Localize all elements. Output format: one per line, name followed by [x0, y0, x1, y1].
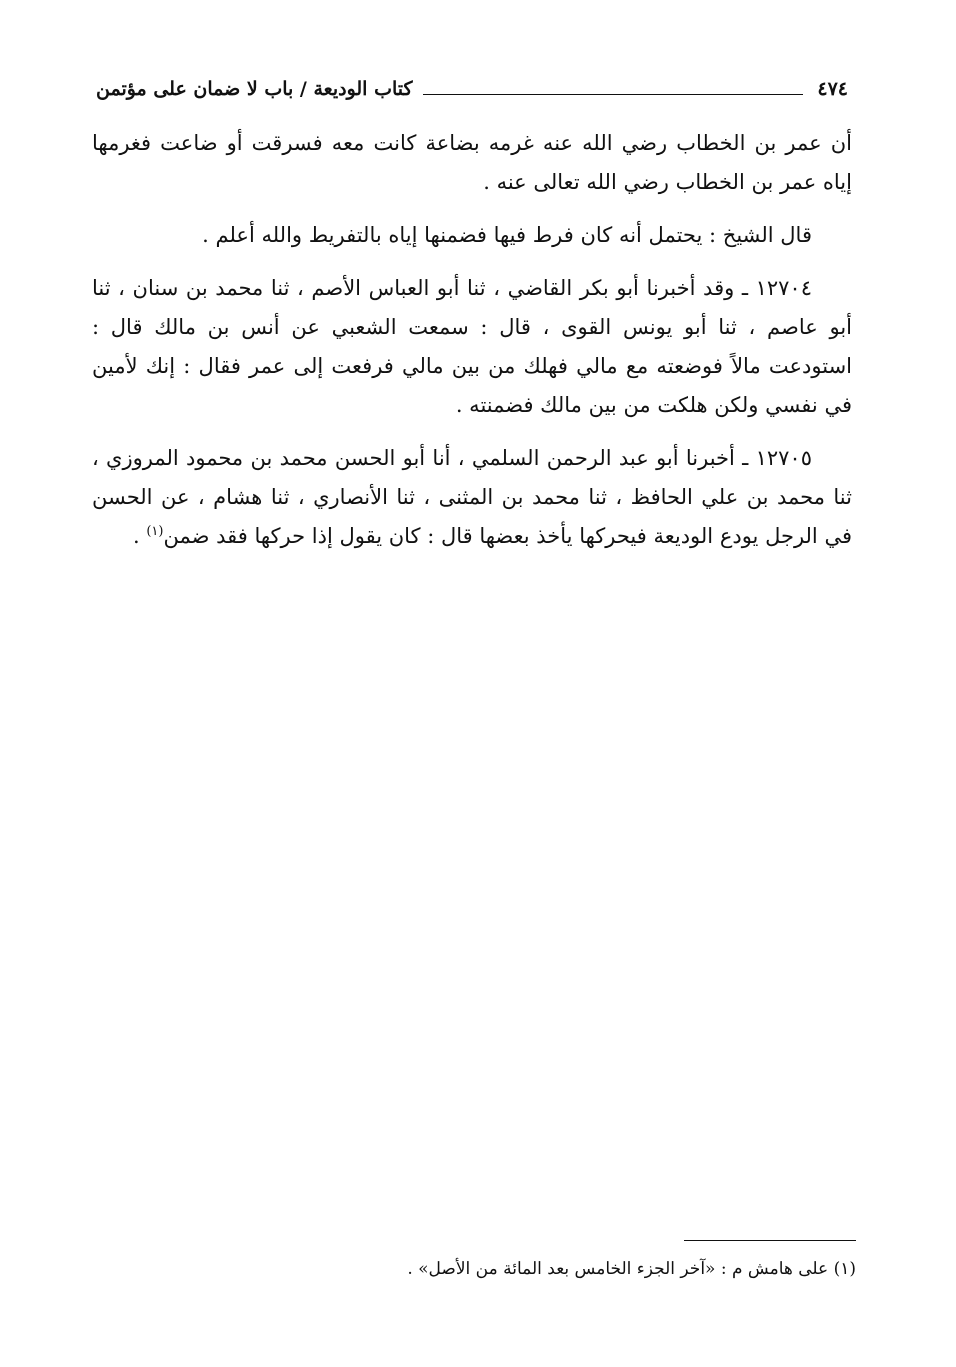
paragraph-trailing: . [132, 524, 147, 548]
paragraph-text: أن عمر بن الخطاب رضي الله عنه غرمه بضاعة كانت معه فسرقت أو ضاعت فغرمها إياه عمر بن الخطاب رضي الله تعالى عنه . [92, 131, 852, 194]
paragraph-1 [92, 124, 852, 202]
footnote [96, 1255, 856, 1283]
paragraph-2 [92, 216, 852, 255]
running-title: كتاب الوديعة / باب لا ضمان على مؤتمن [96, 78, 413, 100]
footnote-text: (١) على هامش م : «آخر الجزء الخامس بعد المائة من الأصل» . [407, 1259, 856, 1279]
main-text [92, 124, 852, 570]
footnote-divider [684, 1240, 856, 1241]
paragraph-hadith-12705 [92, 439, 852, 556]
header-rule [423, 94, 804, 95]
paragraph-text: ١٢٧٠٥ ـ أخبرنا أبو عبد الرحمن السلمي ، أنا أبو الحسن محمد بن محمود المروزي ، ثنا محمد بن علي الحافظ ، ثنا محمد بن المثنى ، ثنا الأنصاري ، ثنا هشام ، عن الحسن في الرجل يودع الوديعة فيحركها يأخذ بعضها قال : كان يقول إذا حركها فقد ضمن [92, 446, 852, 548]
page-number: ٤٧٤ [817, 78, 848, 100]
paragraph-text: ١٢٧٠٤ ـ وقد أخبرنا أبو بكر القاضي ، ثنا أبو العباس الأصم ، ثنا محمد بن سنان ، ثنا أبو عاصم ، ثنا أبو يونس القوى ، قال : سمعت الشعبي عن أنس بن مالك قال : استودعت مالاً فوضعته مع مالي فهلك من بين مالي فرفعت إلى عمر فقال : إنك لأمين في نفسي ولكن هلكت من بين مالك فضمنته . [92, 276, 852, 417]
paragraph-text: قال الشيخ : يحتمل أنه كان فرط فيها فضمنها إياه بالتفريط والله أعلم . [202, 223, 812, 247]
page-header [96, 72, 848, 106]
footnote-reference: (١) [146, 524, 164, 539]
paragraph-hadith-12704 [92, 269, 852, 425]
